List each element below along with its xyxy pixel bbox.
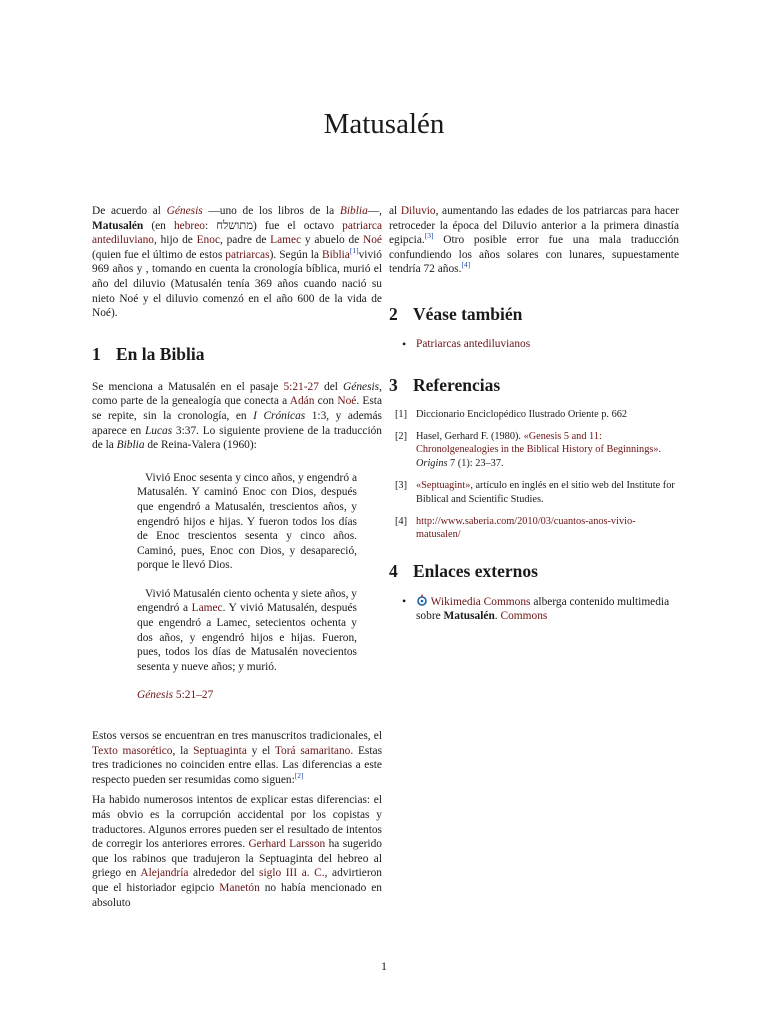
section-heading-referencias: 3 Referencias [389,374,501,395]
link-genesis[interactable]: Génesis [166,205,203,217]
link-septuaginta[interactable]: Septuaginta [193,744,247,757]
link-hebreo[interactable]: hebreo [173,219,205,232]
link-ref-septuagint[interactable]: «Septuagint» [416,480,471,492]
list-item: • Wikimedia Commons alberga contenido multimedia sobre Matusalén. Commons [389,594,679,624]
link-gerhard-larsson[interactable]: Gerhard Larsson [248,838,326,851]
link-commons[interactable]: Commons [500,610,548,623]
link-patriarca-antediluviano[interactable]: patriarca antediluviano [92,219,383,247]
right-column [389,204,679,624]
link-pasaje[interactable]: 5:21-27 [283,380,319,393]
list-item [389,337,679,352]
page-title: Matusalén [323,108,445,140]
bold-matusalen: Matusalén [92,219,144,232]
reference-item: [2] Hasel, Gerhard F. (1980). «Genesis 5 and 11: Chronolgenealogies in the Biblical History of Beginnings». Origins 7 (1): 23–37. [395,430,662,469]
reference-item: [1] Diccionario Enciclopédico Ilustrado Oriente p. 662 [395,408,628,420]
link-lamec-2[interactable]: Lamec [191,602,223,615]
link-tora-samaritano[interactable]: Torá samaritano [274,744,351,757]
ref-3[interactable]: [3] [424,231,434,241]
ref-2[interactable]: [2] [294,771,304,781]
reference-item: [3] «Septuagint», artículo en inglés en el sitio web del Institute for Biblical and Scientific Studies. [395,480,675,505]
link-biblia-2[interactable]: Biblia [321,248,350,261]
link-ref-hasel[interactable]: «Genesis 5 and 11: Chronolgenealogies in the Biblical History of Beginnings» [416,430,659,456]
link-adan[interactable]: Adán [289,395,315,408]
link-diluvio[interactable]: Diluvio [400,205,436,217]
sec1-paragraph-2: Estos versos se encuentran en tres manuscritos tradicionales, el Texto masorético, la Septuaginta y el Torá samaritano. Estas tres tradiciones no coinciden entre ellas. Las diferencias a este respecto pueden ser resumidas como siguen:[2] [92,730,382,786]
quote-paragraph-1: Vivió Enoc sesenta y cinco años, y engendró a Matusalén. Y caminó Enoc con Dios, después que engendró a Matusalén, trescientos años, y engendró hijos e hijas. Y fueron todos los días de Enoc trescientos sesenta y cinco años. Caminó, pues, Enoc con Dios, y desapareció, porque le llevó Dios. [137,471,357,572]
link-alejandria[interactable]: Alejandría [140,867,189,880]
link-noe-2[interactable]: Noé [337,395,357,408]
section-heading-enlaces-externos: 4 Enlaces externos [389,560,538,581]
link-enoc[interactable]: Enoc [196,234,220,247]
link-ref-saberia[interactable]: http://www.saberia.com/2010/03/cuantos-anos-vivio-matusalen/ [416,516,636,541]
see-also-list [389,337,679,352]
link-texto-masoretico[interactable]: Texto masorético [92,744,173,757]
quote-citation [137,688,357,703]
continued-paragraph: al Diluvio, aumentando las edades de los patriarcas para hacer retroceder la época del Diluvio anterior a la primera dinastía egipcia.[3] Otro posible error fue una mala traducción confundiendo los años solares con lunares, supuestamente tendría 72 años.[4] [389,205,679,276]
sec1-paragraph-1: Se menciona a Matusalén en el pasaje 5:21-27 del Génesis, como parte de la genealogía que conecta a Adán con Noé. Esta se repite, sin la cronología, en I Crónicas 1:3, y además aparece en Lucas 3:37. Lo siguiente proviene de la traducción de la Biblia de Reina-Valera (1960): [92,380,383,452]
hebrew-text: : מתושלח [204,219,253,232]
ref-4[interactable]: [4] [461,260,471,270]
link-patriarcas-antediluvianos[interactable]: Patriarcas antediluvianos [416,337,531,350]
link-cite-genesis[interactable]: Génesis [137,689,174,702]
link-patriarcas[interactable]: patriarcas [225,248,270,261]
link-biblia[interactable]: Biblia [339,205,368,217]
section-heading-en-la-biblia: 1 En la Biblia [92,343,205,364]
link-siglo-iii[interactable]: siglo III a. C. [259,867,325,880]
references-list [389,408,679,542]
sec1-paragraph-3: Ha habido numerosos intentos de explicar estas diferencias: el más obvio es la corrupción accidental por los copistas y traductores. Algunos errores pueden ser el resultado de intentos de corregir los anteriores errores. Gerhard Larsson ha sugerido que los rabinos que tradujeron la Septuaginta del hebreo al griego en Alejandría alrededor del siglo III a. C., advirtieron que el historiador egipcio Manetón no había mencionado en absoluto [92,794,383,909]
link-wikimedia-commons[interactable]: Wikimedia Commons [430,595,531,608]
external-links-list [389,594,679,624]
ref-1[interactable]: [1] [349,245,359,255]
wikimedia-commons-icon [416,594,428,606]
link-cite-verses[interactable]: 5:21–27 [173,689,214,702]
section-heading-vease-tambien: 2 Véase también [389,303,523,324]
intro-paragraph: De acuerdo al Génesis —uno de los libros de la Biblia—, Matusalén (en hebreo: מתושלח) fue el octavo patriarca antediluviano, hijo de Enoc, padre de Lamec y abuelo de Noé (quien fue el último de estos patriarcas). Según la Biblia[1]vivió 969 años y , tomando en cuenta la cronología bíblica, murió el año del diluvio (Matusalén tenía 369 años cuando nació su nieto Noé y el diluvio comenzó en el año 600 de la vida de Noé). [92,205,383,320]
link-noe[interactable]: Noé [363,234,382,247]
blockquote [137,471,357,703]
link-lamec[interactable]: Lamec [270,234,302,247]
quote-paragraph-2: Vivió Matusalén ciento ochenta y siete años, y engendró a Lamec. Y vivió Matusalén, después que engendró a Lamec, setecientos ochenta y dos años, y engendró hijos e hijas. Fueron, pues, todos los días de Matusalén novecientos sesenta y nueve años; y murió. [137,587,357,673]
reference-item: [4] http://www.saberia.com/2010/03/cuantos-anos-vivio-matusalen/ [395,516,636,541]
link-maneton[interactable]: Manetón [219,881,260,894]
left-column [92,204,382,916]
page-number: 1 [381,959,387,973]
